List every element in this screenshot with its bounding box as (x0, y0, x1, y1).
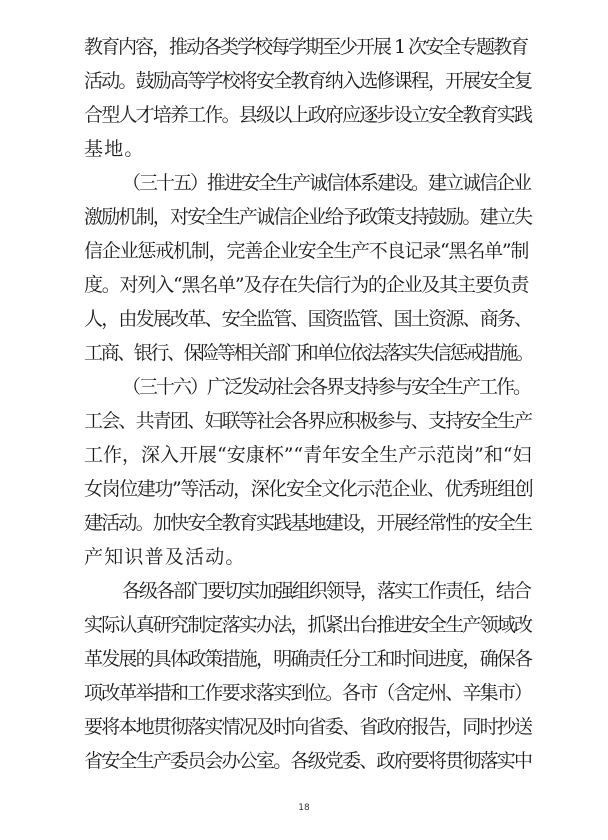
text-line: （三十五）推进安全生产诚信体系建设。建立诚信企业 (122, 172, 531, 194)
text-line: 实际认真研究制定落实办法，抓紧出台推进安全生产领域改 (84, 614, 532, 636)
text-line: 合型人才培养工作。县级以上政府应逐步设立安全教育实践 (84, 104, 532, 126)
text-line: 工会、共青团、妇联等社会各界应积极参与、支持安全生产 (84, 410, 532, 432)
text-line: 省安全生产委员会办公室。各级党委、政府要将贯彻落实中 (84, 750, 532, 772)
text-line: 建活动。加快安全教育实践基地建设，开展经常性的安全生 (84, 512, 532, 534)
text-line: 信企业惩戒机制，完善企业安全生产不良记录“黑名单”制 (84, 240, 529, 262)
text-line: 女岗位建功”等活动，深化安全文化示范企业、优秀班组创 (84, 478, 533, 500)
text-line: 各级各部门要切实加强组织领导，落实工作责任，结合 (122, 580, 531, 602)
text-line: 激励机制，对安全生产诚信企业给予政策支持鼓励。建立失 (84, 206, 532, 228)
text-line: 项改革举措和工作要求落实到位。各市（含定州、辛集市） (84, 682, 532, 704)
text-line: 人，由发展改革、安全监管、国资监管、国土资源、商务、 (84, 308, 532, 330)
text-line: 工作，深入开展“安康杯”“青年安全生产示范岗”和“妇 (84, 444, 532, 466)
text-line: 产知识普及活动。 (84, 546, 246, 568)
text-line: 活动。鼓励高等学校将安全教育纳入选修课程，开展安全复 (84, 70, 532, 92)
text-line: （三十六）广泛发动社会各界支持参与安全生产工作。 (122, 376, 531, 398)
text-line: 教育内容，推动各类学校每学期至少开展 1 次安全专题教育 (84, 36, 528, 58)
text-line: 工商、银行、保险等相关部门和单位依法落实失信惩戒措施。 (84, 342, 533, 364)
text-line: 要将本地贯彻落实情况及时向省委、省政府报告，同时抄送 (84, 716, 532, 738)
text-line: 基地。 (84, 138, 145, 160)
page-number: 18 (298, 803, 310, 813)
text-line: 革发展的具体政策措施，明确责任分工和时间进度，确保各 (84, 648, 532, 670)
text-line: 度。对列入“黑名单”及存在失信行为的企业及其主要负责 (84, 274, 529, 296)
